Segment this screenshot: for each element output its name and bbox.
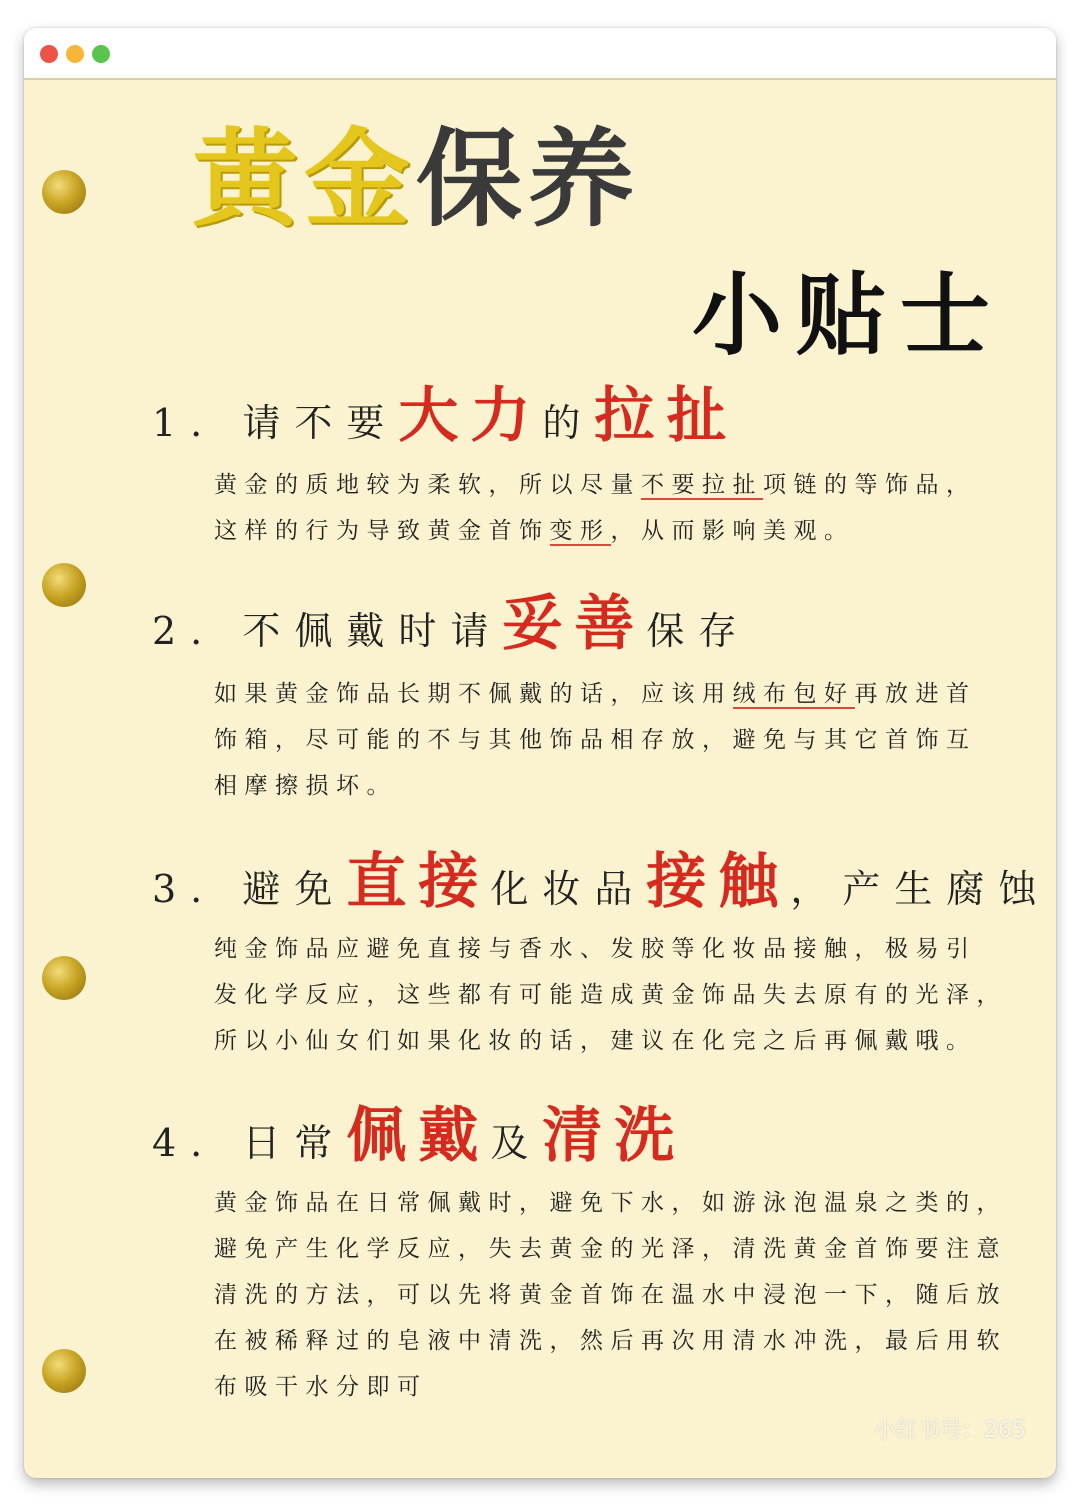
body-line: 布吸干水分即可 <box>214 1374 428 1400</box>
heading-text: 不佩戴时请 <box>242 609 503 653</box>
section-4-heading <box>152 1100 686 1172</box>
title-care-text: 保养 <box>416 118 640 241</box>
heading-emphasis: 佩戴 <box>346 1101 491 1171</box>
body-line <box>214 508 1014 554</box>
window-titlebar <box>24 28 1056 80</box>
maximize-window-dot[interactable] <box>92 45 110 63</box>
body-line <box>214 462 1014 508</box>
notebook-window <box>24 28 1056 1478</box>
body-line: 黄金饰品在日常佩戴时，避免下水，如游泳泡温泉之类的， <box>214 1190 1007 1216</box>
heading-emphasis: 大力 <box>398 381 543 451</box>
body-line: 所以小仙女们如果化妆的话，建议在化完之后再佩戴哦。 <box>214 1028 977 1054</box>
section-number: 1. <box>152 401 217 445</box>
body-text: 黄金的质地较为柔软，所以尽量 <box>214 472 641 498</box>
underlined-text: 绒布包好 <box>732 681 855 707</box>
heading-emphasis: 妥善 <box>502 589 647 659</box>
body-text: 项链的等饰品， <box>763 472 977 498</box>
watermark: 小红书号：265 <box>874 1418 1026 1443</box>
title-gold-text: 黄金 <box>192 118 416 241</box>
section-3-body <box>214 926 1014 1064</box>
section-number: 4. <box>152 1121 217 1165</box>
heading-text: 化妆品 <box>490 867 647 911</box>
heading-emphasis: 直接 <box>346 847 491 917</box>
body-line: 饰箱，尽可能的不与其他饰品相存放，避免与其它首饰互 <box>214 727 977 753</box>
page-subtitle: 小贴士 <box>692 263 1004 368</box>
binder-hole <box>42 1349 86 1393</box>
close-window-dot[interactable] <box>40 45 58 63</box>
body-line: 发化学反应，这些都有可能造成黄金饰品失去原有的光泽， <box>214 982 1007 1008</box>
section-4-body <box>214 1180 1014 1410</box>
heading-emphasis: 拉扯 <box>594 381 739 451</box>
section-1-body <box>214 462 1014 554</box>
body-text: 如果黄金饰品长期不佩戴的话，应该用 <box>214 681 733 707</box>
minimize-window-dot[interactable] <box>66 45 84 63</box>
body-text: 再放进首 <box>854 681 977 707</box>
section-2-heading <box>152 588 750 660</box>
section-number: 3. <box>152 867 217 911</box>
heading-text: 请不要 <box>242 401 399 445</box>
page-title <box>192 116 640 243</box>
body-line: 避免产生化学反应，失去黄金的光泽，清洗黄金首饰要注意 <box>214 1236 1007 1262</box>
body-line: 相摩擦损坏。 <box>214 773 397 799</box>
heading-text: 日常 <box>242 1121 347 1165</box>
binder-hole <box>42 563 86 607</box>
heading-emphasis: 接触 <box>646 847 791 917</box>
section-2-body <box>214 671 1014 809</box>
section-3-heading <box>152 846 1050 918</box>
body-text: ，从而影响美观。 <box>610 518 855 544</box>
binder-hole <box>42 956 86 1000</box>
body-line: 纯金饰品应避免直接与香水、发胶等化妆品接触，极易引 <box>214 936 977 962</box>
body-line <box>214 671 1014 717</box>
underlined-text: 变形 <box>549 518 611 544</box>
heading-emphasis: 清洗 <box>542 1101 687 1171</box>
body-text: 这样的行为导致黄金首饰 <box>214 518 550 544</box>
heading-text: 的 <box>542 401 595 445</box>
section-number: 2. <box>152 609 217 653</box>
underlined-text: 不要拉扯 <box>641 472 763 498</box>
section-1-heading <box>152 380 738 452</box>
heading-text: ，产生腐蚀 <box>790 867 1051 911</box>
binder-hole <box>42 170 86 214</box>
heading-text: 及 <box>490 1121 543 1165</box>
heading-text: 避免 <box>242 867 347 911</box>
body-line: 清洗的方法，可以先将黄金首饰在温水中浸泡一下，随后放 <box>214 1282 1007 1308</box>
body-line: 在被稀释过的皂液中清洗，然后再次用清水冲洗，最后用软 <box>214 1328 1007 1354</box>
heading-text: 保存 <box>646 609 751 653</box>
